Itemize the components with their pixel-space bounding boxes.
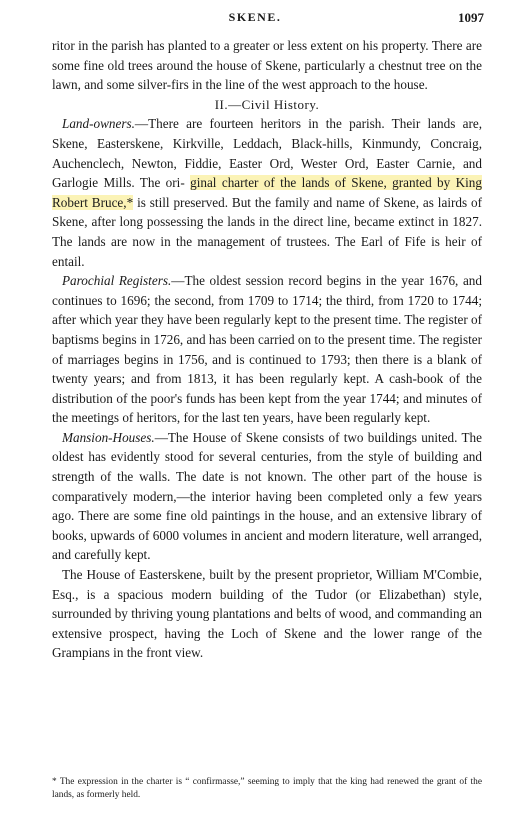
mansion-houses-heading: Mansion-Houses. [62,429,155,445]
landowners-heading: Land-owners. [62,116,135,132]
landowners-text-start: —There are fourteen heritors in the parish. Their lands are, Skene, Easterskene, Kirkville, Leddach, Black-hills, Kinmundy, Concraig, Auchenclech, Newton, Fiddie, Easter Ord, Wester Ord, Easter Carnie, and Garlogie Mills. The ori- [52,116,482,191]
section-heading: II.—Civil History. [214,96,320,112]
paragraph-registers [52,271,482,428]
paragraph-landowners [52,114,482,271]
paragraph-continuation: ritor in the parish has planted to a greater or less extent on his property. There are some fine old trees around the house of Skene, particularly a chestnut tree on the lawn, and some silver-firs in the line of the west approach to the house. [52,38,482,93]
landowners-text-end: is still preserved. But the family and name of Skene, as lairds of Skene, after long possessing the lands in the direct line, became extinct in 1827. The lands are now in the management of trustees. The Earl of Fife is heir of entail. [52,194,482,269]
paragraph-easterskene: The House of Easterskene, built by the present proprietor, William M'Combie, Esq., is a spacious modern building of the Tudor (or Elizabethan) style, surrounded by thriving young plantations and belts of wood, and commanding an extensive prospect, having the Loch of Skene and the lower range of the Grampians in the front view. [52,567,482,661]
page-header [0,10,510,32]
page-number: 1097 [458,10,484,25]
registers-heading: Parochial Registers. [62,273,172,289]
running-head: SKENE. [228,10,282,24]
mansion-houses-text: —The House of Skene consists of two buildings united. The oldest has evidently stood for several centuries, from the style of building and strength of the walls. The date is not known. The other part of the house is comparatively modern,—the interior having been completed only a few years ago. There are some fine old paintings in the house, and an extensive library of books, upwards of 6000 volumes in ancient and modern literature, well arranged, and carefully kept. [52,429,482,563]
footnote: * The expression in the charter is “ confirmasse,” seeming to imply that the king had renewed the grant of the lands, as formerly held. [52,777,482,800]
body-text [52,36,482,663]
registers-text: —The oldest session record begins in the year 1676, and continues to 1696; the second, from 1709 to 1714; the third, from 1720 to 1744; after which year they have been regularly kept to the present time. The register of baptisms begins in 1726, and has been carried on to the present time. The register of marriages begins in 1756, and is continued to 1793; then there is a blank of twenty years; and from 1813, it has been regularly kept. A cash-book of the distribution of the poor's funds has been kept from the year 1744; and minutes of the meetings of heritors, for the last ten years, have been regularly kept. [52,273,483,426]
highlighted-charter-text: ginal charter of the lands of Skene, granted by King Robert Bruce,* [52,175,482,210]
paragraph-mansion-houses [52,428,482,565]
